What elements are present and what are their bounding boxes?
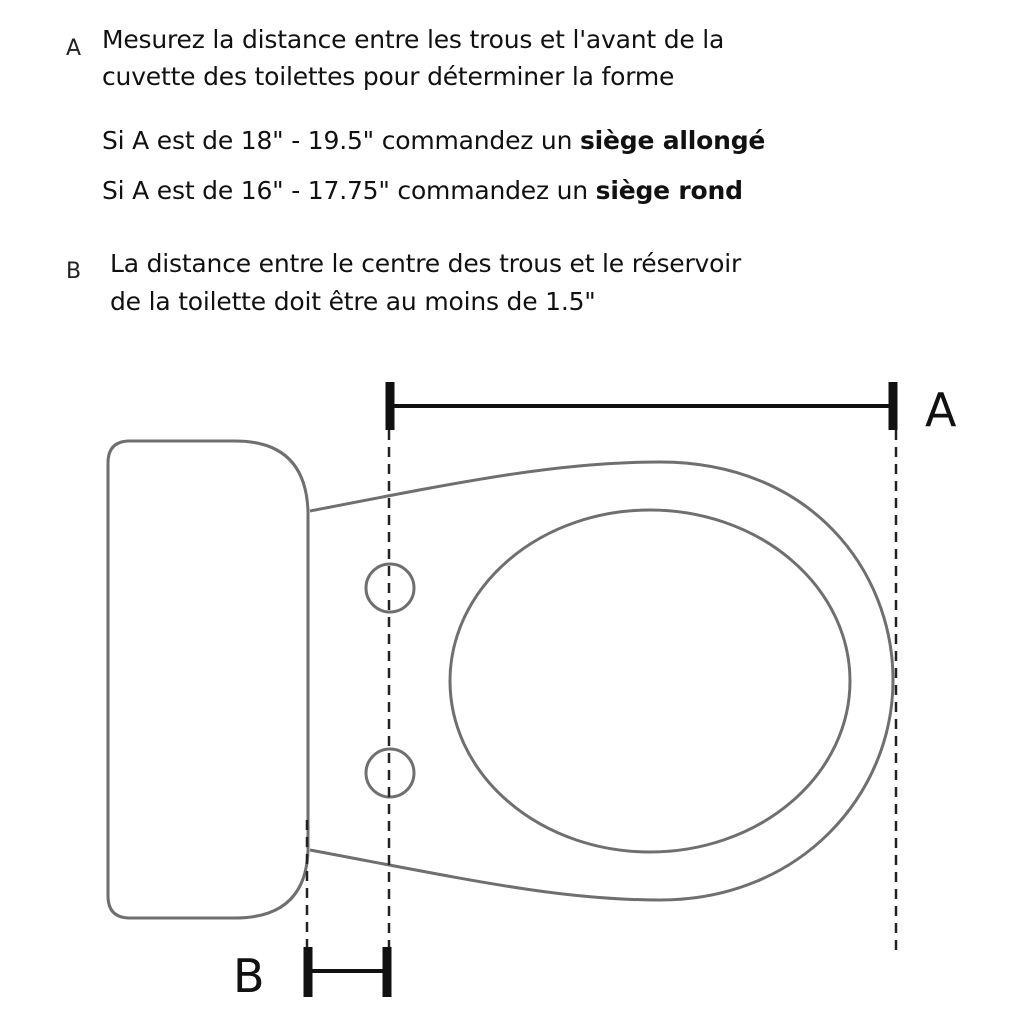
bowl-opening xyxy=(450,510,850,852)
tank-shape xyxy=(108,441,308,918)
section-a-line-2: cuvette des toilettes pour déterminer la forme xyxy=(102,62,675,91)
dimension-a-label: A xyxy=(925,383,957,437)
dimension-a xyxy=(390,382,893,430)
section-a-line-1: Mesurez la distance entre les trous et l'avant de la xyxy=(102,25,725,54)
toilet-outline xyxy=(108,441,893,918)
section-a-letter: A xyxy=(66,36,82,61)
dimension-b-label: B xyxy=(233,949,265,1003)
rule-round-text: Si A est de 16" - 17.75" commandez un xyxy=(102,176,596,205)
rule-round-bold: siège rond xyxy=(595,176,743,205)
section-b-line-2: de la toilette doit être au moins de 1.5" xyxy=(110,287,596,316)
rule-elongated-text: Si A est de 18" - 19.5" commandez un xyxy=(102,126,580,155)
section-b-line-1: La distance entre le centre des trous et le réservoir xyxy=(110,249,742,278)
dimension-b xyxy=(308,947,387,997)
rule-elongated-bold: siège allongé xyxy=(579,126,766,155)
seat-outer-shape xyxy=(310,462,893,900)
section-b-letter: B xyxy=(66,259,82,284)
